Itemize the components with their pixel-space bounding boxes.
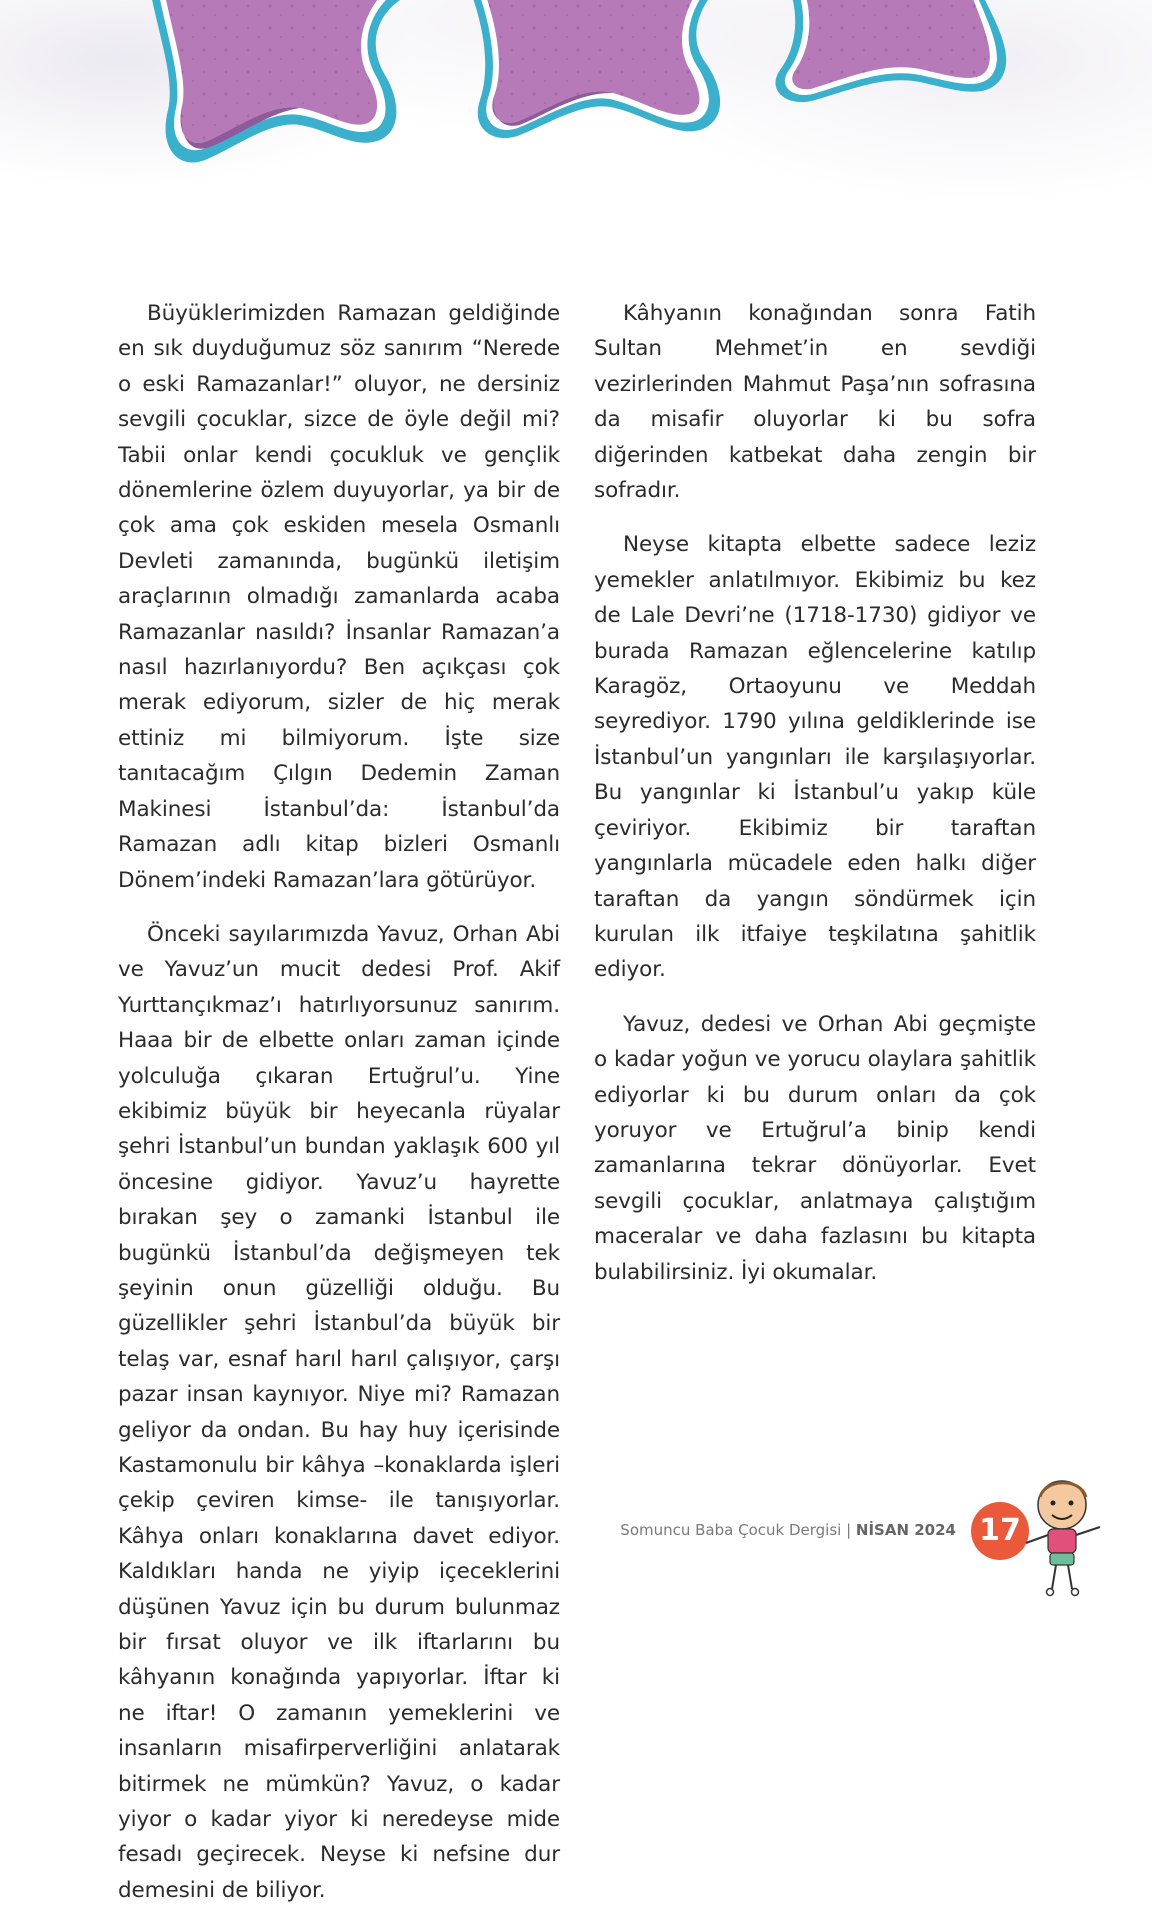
- article-column-left: [118, 296, 560, 1927]
- article-paragraph: Kâhyanın konağından sonra Fatih Sultan Mehmet’in en sevdiği vezirlerinden Mahmut Paşa’nın sofrasına da misafir oluyorlar ki bu sofra diğerinden katbekat daha zengin bir sofradır.: [594, 301, 1036, 504]
- article-column-right: [594, 296, 1036, 1309]
- page-footer: [560, 1521, 956, 1539]
- article-paragraph: Yavuz, dedesi ve Orhan Abi geçmişte o kadar yoğun ve yorucu olaylara şahitlik ediyorlar ki bu durum onları da çok yoruyor ve Ertuğrul’a binip kendi zamanlarına tekrar dönüyorlar. Evet sevgili çocuklar, anlatmaya çalıştığım maceralar ve daha fazlasını bu kitapta bulabilirsiniz. İyi okumalar.: [594, 1011, 1036, 1285]
- starfish-icon: [775, 0, 1006, 102]
- starfish-icon: [150, 0, 400, 163]
- article-paragraph: Önceki sayılarımızda Yavuz, Orhan Abi ve Yavuz’un mucit dedesi Prof. Akif Yurttançıkmaz’ı hatırlıyorsunuz sanırım. Haaa bir de elbette onları zaman içinde yolculuğa çıkaran Ertuğrul’u. Yine ekibimiz büyük bir heyecanla rüyalar şehri İstanbul’un bundan yaklaşık 600 yıl öncesine gidiyor. Yavuz’u hayrette bırakan şey o zamanki İstanbul ile bugünkü İstanbul’da değişmeyen tek şeyinin onun güzelliği olduğu. Bu güzellikler şehri İstanbul’da büyük bir telaş var, esnaf harıl harıl çalışıyor, çarşı pazar insan kaynıyor. Niye mi? Ramazan geliyor da ondan. Bu hay huy içerisinde Kastamonulu bir kâhya –konaklarda işleri çekip çeviren kimse- ile tanışıyorlar. Kâhya onları konaklarına davet ediyor. Kaldıkları handa ne yiyip içeceklerini düşünen Yavuz için bu durum bulunmaz bir fırsat oluyor ve ilk iftarlarını bu kâhyanın konağında yapıyorlar. İftar ki ne iftar! O zamanın yemeklerini ve insanların misafirperverliğini anlatarak bitirmek ne mümkün? Yavuz, o kadar yiyor o kadar yiyor ki neredeyse mide fesadı geçirecek. Neyse ki nefsine dur demesini de biliyor.: [118, 921, 560, 1903]
- page-number-badge: 17: [971, 1502, 1029, 1560]
- magazine-name: Somuncu Baba Çocuk Dergisi: [620, 1521, 842, 1539]
- footer-separator: |: [841, 1521, 856, 1539]
- issue-date: NİSAN 2024: [855, 1521, 956, 1539]
- header-starfish-decoration: [0, 0, 1152, 200]
- starfish-icon: [470, 0, 720, 138]
- article-paragraph: Neyse kitapta elbette sadece leziz yemekler anlatılmıyor. Ekibimiz bu kez de Lale Devri’ne (1718-1730) gidiyor ve burada Ramazan eğlencelerine katılıp Karagöz, Ortaoyunu ve Meddah seyrediyor. 1790 yılına geldiklerinde ise İstanbul’un yangınları ile karşılaşıyorlar. Bu yangınlar ki İstanbul’u yakıp küle çeviriyor. Ekibimiz bir taraftan yangınlarla mücadele eden halkı diğer taraftan da yangın söndürmek için kurulan ilk itfaiye teşkilatına şahitlik ediyor.: [594, 532, 1036, 983]
- article-paragraph: Büyüklerimizden Ramazan geldiğinde en sık duyduğumuz söz sanırım “Nerede o eski Ramazanlar!” oluyor, ne dersiniz sevgili çocuklar, sizce de öyle değil mi? Tabii onlar kendi çocukluk ve gençlik dönemlerine özlem duyuyorlar, ya bir de çok ama çok eskiden mesela Osmanlı Devleti zamanında, bugünkü iletişim araçlarının olmadığı zamanlarda acaba Ramazanlar nasıldı? İnsanlar Ramazan’a nasıl hazırlanıyordu? Ben açıkçası çok merak ediyorum, sizler de hiç merak ettiniz mi bilmiyorum. İşte size tanıtacağım Çılgın Dedemin Zaman Makinesi İstanbul’da: İstanbul’da Ramazan adlı kitap bizleri Osmanlı Dönem’indeki Ramazan’lara götürüyor.: [118, 301, 560, 893]
- kid-character-icon: [1020, 1475, 1120, 1605]
